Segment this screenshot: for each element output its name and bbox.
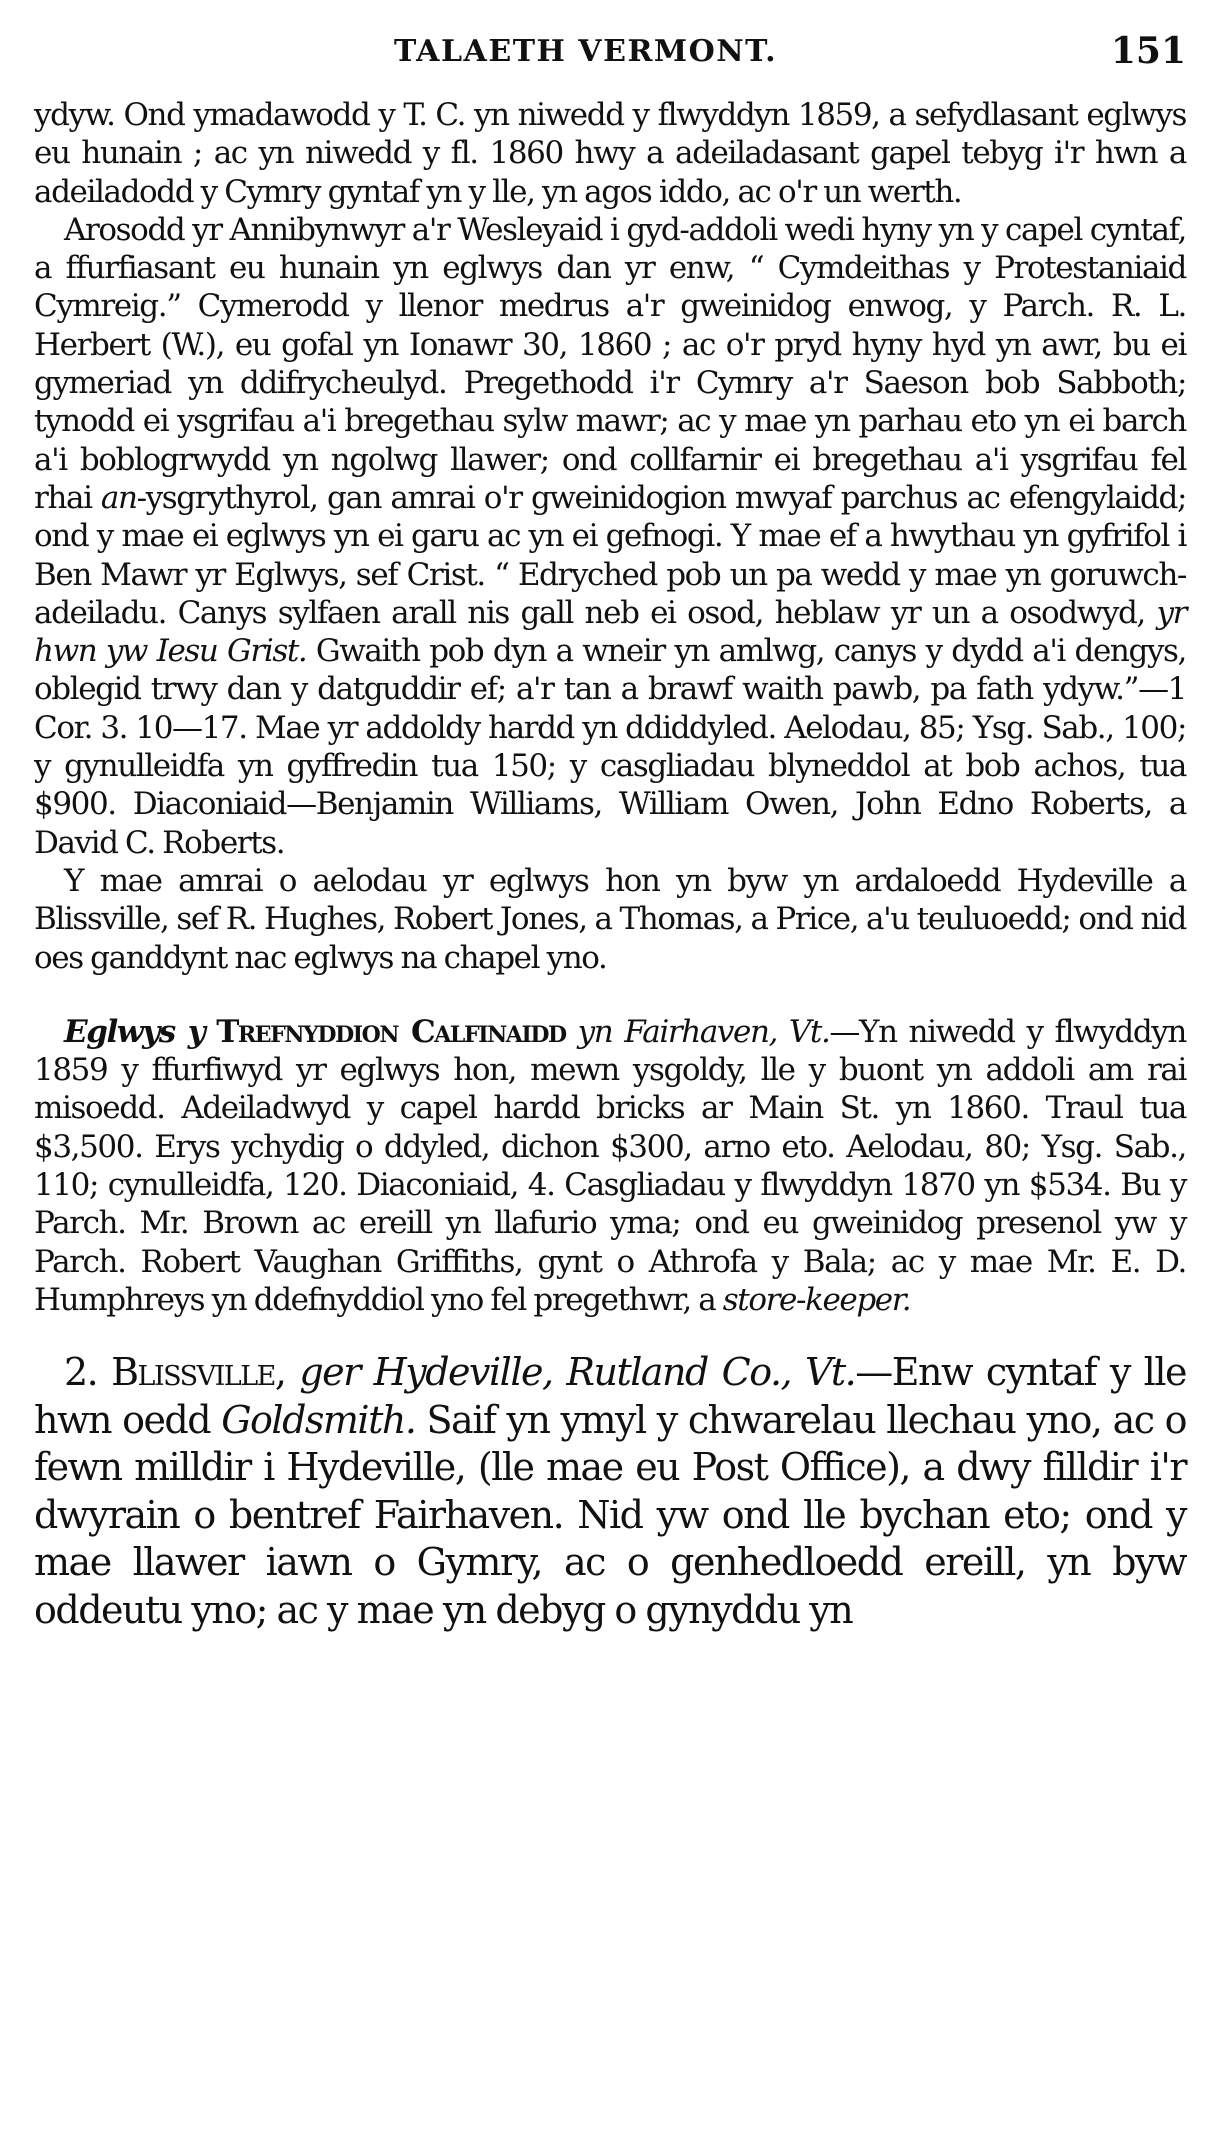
- denomination-name: Trefnyddion Calfinaidd: [216, 1013, 566, 1050]
- paragraph-5-text-a: —Enw cyntaf y lle hwn oedd: [34, 1350, 1186, 1442]
- paragraph-5: [34, 1349, 1186, 1634]
- paragraph-4-text: —Yn niwedd y flwyddyn 1859 y ffurfiwyd yr eglwys hon, mewn ysgoldy, lle y buont yn addoli am rai misoedd. Adeiladwyd y capel hardd bricks ar Main St. yn 1860. Traul tua $3,500. Erys ychydig o ddyled, dichon $300, arno eto. Aelodau, 80; Ysg. Sab., 110; cynulleidfa, 120. Diaconiaid, 4. Casgliadau y flwyddyn 1870 yn $534. Bu y Parch. Mr. Brown ac ereill yn llafurio yma; ond eu gweinidog presenol yw y Parch. Robert Vaughan Griffiths, gynt o Athrofa y Bala; ac y mae Mr. E. D. Humphreys yn ddefnyddiol yno fel pregethwr, a: [34, 1013, 1186, 1318]
- paragraph-3: [34, 862, 1186, 977]
- paragraph-2-text-b: -ysgrythyrol, gan amrai o'r gweinidogion mwyaf parchus ac efengylaidd; ond y mae ei eglwys yn ei garu ac yn ei gefnogi. Y mae ef a hwythau yn gyfrifol i Ben Mawr yr Eglwys, sef Crist. “ Edryched pob un pa wedd y mae yn goruwch-adeiladu. Canys sylfaen arall nis gall neb ei osod, heblaw yr un a osodwyd,: [34, 479, 1186, 631]
- paragraph-4: [34, 1013, 1186, 1319]
- paragraph-5-text-b: Saif yn ymyl y chwarelau llechau yno, ac o fewn milldir i Hydeville, (lle mae eu Post Office), a dwy filldir i'r dwyrain o bentref Fairhaven. Nid yw ond lle bychan eto; ond y mae llawer iawn o Gymry, ac o genhedloedd ereill, yn byw oddeutu yno; ac y mae yn debyg o gynyddu yn: [34, 1397, 1186, 1632]
- place-heading: Blissville,: [111, 1350, 286, 1395]
- section-number: 2.: [64, 1350, 98, 1395]
- paragraph-2-italic-an: an: [100, 479, 137, 516]
- paragraph-2-text-c: Gwaith pob dyn a wneir yn amlwg, canys y dydd a'i dengys, oblegid trwy dan y datguddir ef; a'r tan a brawf waith pawb, pa fath ydyw.”—1 Cor. 3. 10—17. Mae yr addoldy hardd yn ddiddyled. Aelodau, 85; Ysg. Sab., 100; y gynulleidfa yn gyffredin tua 150; y casgliadau blyneddol at bob achos, tua $900. Diaconiaid—Benjamin Williams, William Owen, John Edno Roberts, a David C. Roberts.: [34, 633, 1187, 861]
- paragraph-1: [34, 96, 1186, 211]
- former-name: Goldsmith.: [221, 1397, 416, 1442]
- paragraph-2-italic-quote: yr hwn yw Iesu Grist.: [34, 594, 1186, 670]
- paragraph-3-text: Y mae amrai o aelodau yr eglwys hon yn byw yn ardaloedd Hydeville a Blissville, sef R. Hughes, Robert Jones, a Thomas, a Price, a'u teuluoedd; ond nid oes ganddynt nac eglwys na chapel yno.: [34, 862, 1186, 976]
- paragraph-1-text: ydyw. Ond ymadawodd y T. C. yn niwedd y flwyddyn 1859, a sefydlasant eglwys eu hunain ; ac yn niwedd y fl. 1860 hwy a adeiladasant gapel tebyg i'r hwn a adeiladodd y Cymry gyntaf yn y lle, yn agos iddo, ac o'r un werth.: [34, 97, 1186, 210]
- page-number: 151: [1110, 30, 1186, 72]
- church-heading: Eglwys y: [64, 1013, 205, 1050]
- page-header: [34, 30, 1186, 90]
- store-keeper-term: store-keeper.: [722, 1281, 911, 1318]
- paragraph-2-text-a: Arosodd yr Annibynwyr a'r Wesleyaid i gyd-addoli wedi hyny yn y capel cyntaf, a ffurfiasant eu hunain yn eglwys dan yr enw, “ Cymdeithas y Protestaniaid Cymreig.” Cymerodd y llenor medrus a'r gweinidog enwog, y Parch. R. L. Herbert (W.), eu gofal yn Ionawr 30, 1860 ; ac o'r pryd hyny hyd yn awr, bu ei gymeriad yn ddifrycheulyd. Pregethodd i'r Cymry a'r Saeson bob Sabboth; tynodd ei ysgrifau a'i bregethau sylw mawr; ac y mae yn parhau eto yn ei barch a'i boblogrwydd yn ngolwg llawer; ond collfarnir ei bregethau a'i ysgrifau fel rhai: [34, 211, 1186, 516]
- place-location: ger Hydeville, Rutland Co., Vt.: [299, 1350, 856, 1395]
- small-type-section: [34, 96, 1186, 1319]
- running-title: TALAETH VERMONT.: [394, 34, 778, 69]
- large-type-section: [34, 1349, 1186, 1634]
- book-page: [34, 30, 1186, 1634]
- church-place: yn Fairhaven, Vt.: [577, 1013, 830, 1050]
- paragraph-2: [34, 211, 1186, 862]
